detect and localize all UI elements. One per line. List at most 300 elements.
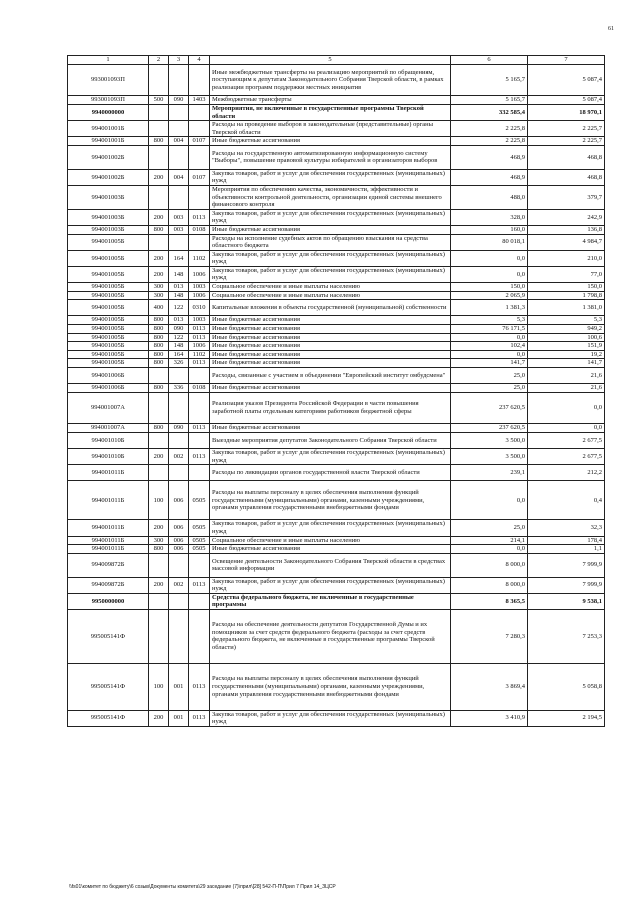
admin-code-cell: 006: [169, 520, 189, 536]
column-header: 4: [189, 56, 210, 65]
section-code-cell: [189, 104, 210, 120]
planned-amount-cell: 5,3: [451, 316, 528, 325]
table-row: [68, 609, 605, 663]
target-code-cell: 994009872Б: [68, 553, 149, 577]
actual-amount-cell: 21,6: [528, 384, 605, 393]
expense-type-cell: 200: [149, 520, 169, 536]
table-row: [68, 593, 605, 609]
table-row: [68, 710, 605, 726]
table-row: [68, 384, 605, 393]
planned-amount-cell: 8 365,5: [451, 593, 528, 609]
table-row: [68, 209, 605, 225]
expense-type-cell: [149, 593, 169, 609]
target-code-cell: 994001001Б: [68, 137, 149, 146]
expense-type-cell: 200: [149, 448, 169, 464]
planned-amount-cell: 3 869,4: [451, 664, 528, 711]
section-code-cell: [189, 392, 210, 423]
target-code-cell: 994001005Б: [68, 291, 149, 300]
admin-code-cell: [169, 104, 189, 120]
target-code-cell: 994001011Б: [68, 465, 149, 481]
actual-amount-cell: 0,4: [528, 481, 605, 520]
description-cell: Расходы на государственную автоматизированную информационную систему "Выборы", повышение правовой культуры избирателей и организаторов выборов: [210, 145, 451, 169]
table-row: [68, 169, 605, 185]
planned-amount-cell: 80 018,1: [451, 234, 528, 250]
section-code-cell: 1006: [189, 266, 210, 282]
planned-amount-cell: 2 065,9: [451, 291, 528, 300]
target-code-cell: 994001005Б: [68, 350, 149, 359]
target-code-cell: 994001007А: [68, 392, 149, 423]
table-row: [68, 392, 605, 423]
admin-code-cell: 001: [169, 710, 189, 726]
planned-amount-cell: 3 500,0: [451, 432, 528, 448]
budget-table: [67, 55, 605, 727]
admin-code-cell: 326: [169, 359, 189, 368]
target-code-cell: 994001005Б: [68, 333, 149, 342]
description-cell: Социальное обеспечение и иные выплаты населению: [210, 536, 451, 545]
actual-amount-cell: 7 999,9: [528, 553, 605, 577]
admin-code-cell: [169, 65, 189, 96]
actual-amount-cell: 1 381,0: [528, 300, 605, 316]
expense-type-cell: 800: [149, 225, 169, 234]
section-code-cell: 1006: [189, 342, 210, 351]
expense-type-cell: 500: [149, 96, 169, 105]
expense-type-cell: [149, 432, 169, 448]
target-code-cell: 993001093П: [68, 65, 149, 96]
admin-code-cell: 013: [169, 316, 189, 325]
table-row: [68, 368, 605, 384]
planned-amount-cell: 8 000,0: [451, 577, 528, 593]
actual-amount-cell: 210,0: [528, 250, 605, 266]
actual-amount-cell: 949,2: [528, 325, 605, 334]
description-cell: Иные бюджетные ассигнования: [210, 137, 451, 146]
section-code-cell: [189, 185, 210, 209]
section-code-cell: [189, 368, 210, 384]
description-cell: Мероприятия по обеспечению качества, экономичности, эффективности и объективности контрольной деятельности, организации единой системы внешнего финансового контроля: [210, 185, 451, 209]
section-code-cell: [189, 121, 210, 137]
target-code-cell: 994001005Б: [68, 266, 149, 282]
expense-type-cell: 800: [149, 424, 169, 433]
expense-type-cell: [149, 368, 169, 384]
expense-type-cell: 800: [149, 316, 169, 325]
planned-amount-cell: 332 585,4: [451, 104, 528, 120]
table-row: [68, 225, 605, 234]
planned-amount-cell: 160,0: [451, 225, 528, 234]
admin-code-cell: [169, 553, 189, 577]
actual-amount-cell: 2 677,5: [528, 432, 605, 448]
table-row: [68, 104, 605, 120]
actual-amount-cell: 141,7: [528, 359, 605, 368]
target-code-cell: 994001007А: [68, 424, 149, 433]
admin-code-cell: 013: [169, 283, 189, 292]
description-cell: Расходы, связанные с участием в объединении "Европейский институт омбудсмена": [210, 368, 451, 384]
description-cell: Выездные мероприятия депутатов Законодательного Собрания Тверской области: [210, 432, 451, 448]
table-row: [68, 316, 605, 325]
admin-code-cell: 336: [169, 384, 189, 393]
target-code-cell: 994001005Б: [68, 325, 149, 334]
actual-amount-cell: 77,0: [528, 266, 605, 282]
description-cell: Закупка товаров, работ и услуг для обеспечения государственных (муниципальных) нужд: [210, 577, 451, 593]
admin-code-cell: [169, 593, 189, 609]
admin-code-cell: 164: [169, 350, 189, 359]
description-cell: Иные бюджетные ассигнования: [210, 350, 451, 359]
table-row: [68, 234, 605, 250]
expense-type-cell: 100: [149, 481, 169, 520]
admin-code-cell: 164: [169, 250, 189, 266]
actual-amount-cell: 136,8: [528, 225, 605, 234]
actual-amount-cell: 212,2: [528, 465, 605, 481]
planned-amount-cell: 0,0: [451, 350, 528, 359]
planned-amount-cell: 7 280,3: [451, 609, 528, 663]
file-path-footer: \\fs01\комитет по бюджету\6 созыв\Документы комитета\29 заседание (7)\прил\[28] 542-П-П\Прил 7 Прил 14_ЗЦСР: [69, 884, 336, 890]
target-code-cell: 994001011Б: [68, 520, 149, 536]
expense-type-cell: 800: [149, 384, 169, 393]
table-row: [68, 664, 605, 711]
actual-amount-cell: 468,8: [528, 169, 605, 185]
actual-amount-cell: 100,6: [528, 333, 605, 342]
admin-code-cell: 006: [169, 481, 189, 520]
actual-amount-cell: 5 087,4: [528, 96, 605, 105]
planned-amount-cell: 3 500,0: [451, 448, 528, 464]
description-cell: Иные межбюджетные трансферты на реализацию мероприятий по обращениям, поступающим к депутатам Законодательного Собрания Тверской области, в рамках реализации программ поддержки местных инициатив: [210, 65, 451, 96]
expense-type-cell: 200: [149, 209, 169, 225]
admin-code-cell: 004: [169, 169, 189, 185]
actual-amount-cell: 1 798,8: [528, 291, 605, 300]
column-header: 1: [68, 56, 149, 65]
expense-type-cell: 200: [149, 266, 169, 282]
admin-code-cell: 003: [169, 225, 189, 234]
table-row: [68, 350, 605, 359]
expense-type-cell: 800: [149, 137, 169, 146]
expense-type-cell: [149, 145, 169, 169]
admin-code-cell: 122: [169, 300, 189, 316]
actual-amount-cell: 32,3: [528, 520, 605, 536]
planned-amount-cell: 214,1: [451, 536, 528, 545]
target-code-cell: 994009872Б: [68, 577, 149, 593]
table-row: [68, 465, 605, 481]
actual-amount-cell: 2 194,5: [528, 710, 605, 726]
section-code-cell: 0113: [189, 710, 210, 726]
section-code-cell: 0505: [189, 536, 210, 545]
admin-code-cell: [169, 392, 189, 423]
description-cell: Межбюджетные трансферты: [210, 96, 451, 105]
section-code-cell: 0310: [189, 300, 210, 316]
description-cell: Расходы по ликвидации органов государственной власти Тверской области: [210, 465, 451, 481]
target-code-cell: 995005141Ф: [68, 664, 149, 711]
section-code-cell: 0505: [189, 481, 210, 520]
admin-code-cell: [169, 432, 189, 448]
section-code-cell: 0113: [189, 448, 210, 464]
section-code-cell: 1006: [189, 291, 210, 300]
actual-amount-cell: 5,3: [528, 316, 605, 325]
section-code-cell: [189, 145, 210, 169]
table-row: [68, 96, 605, 105]
table-row: [68, 342, 605, 351]
column-header: 5: [210, 56, 451, 65]
section-code-cell: 0107: [189, 137, 210, 146]
column-header: 2: [149, 56, 169, 65]
planned-amount-cell: 468,9: [451, 169, 528, 185]
section-code-cell: 0108: [189, 225, 210, 234]
section-code-cell: 0113: [189, 333, 210, 342]
admin-code-cell: 148: [169, 342, 189, 351]
table-row: [68, 577, 605, 593]
target-code-cell: 994001003Б: [68, 225, 149, 234]
section-code-cell: 0108: [189, 384, 210, 393]
planned-amount-cell: 2 225,8: [451, 137, 528, 146]
expense-type-cell: 100: [149, 664, 169, 711]
planned-amount-cell: 468,9: [451, 145, 528, 169]
admin-code-cell: 002: [169, 448, 189, 464]
admin-code-cell: 002: [169, 577, 189, 593]
description-cell: Иные бюджетные ассигнования: [210, 359, 451, 368]
expense-type-cell: 800: [149, 342, 169, 351]
actual-amount-cell: 0,0: [528, 392, 605, 423]
description-cell: Мероприятия, не включенные в государственные программы Тверской области: [210, 104, 451, 120]
target-code-cell: 994001005Б: [68, 250, 149, 266]
section-code-cell: 0113: [189, 424, 210, 433]
planned-amount-cell: 328,0: [451, 209, 528, 225]
column-header: 7: [528, 56, 605, 65]
actual-amount-cell: 4 984,7: [528, 234, 605, 250]
description-cell: Иные бюджетные ассигнования: [210, 424, 451, 433]
admin-code-cell: [169, 465, 189, 481]
section-code-cell: [189, 65, 210, 96]
planned-amount-cell: 0,0: [451, 333, 528, 342]
expense-type-cell: 800: [149, 350, 169, 359]
table-row: [68, 291, 605, 300]
expense-type-cell: [149, 392, 169, 423]
expense-type-cell: 800: [149, 359, 169, 368]
section-code-cell: 0113: [189, 359, 210, 368]
target-code-cell: 994001010Б: [68, 432, 149, 448]
target-code-cell: 994001005Б: [68, 234, 149, 250]
planned-amount-cell: 239,1: [451, 465, 528, 481]
description-cell: Расходы на обеспечение деятельности депутатов Государственной Думы и их помощников за счет средств федерального бюджета (расходы за счет средств федерального бюджета, не включенные в государственные программы Тверской области): [210, 609, 451, 663]
target-code-cell: 9940000000: [68, 104, 149, 120]
actual-amount-cell: 7 253,3: [528, 609, 605, 663]
description-cell: Расходы на выплаты персоналу в целях обеспечения выполнения функций государственными (муниципальными) органами, казенными учреждениями, органами управления государственными внебюджетными фондами: [210, 481, 451, 520]
target-code-cell: 994001002Б: [68, 145, 149, 169]
section-code-cell: [189, 465, 210, 481]
description-cell: Закупка товаров, работ и услуг для обеспечения государственных (муниципальных) нужд: [210, 250, 451, 266]
expense-type-cell: 400: [149, 300, 169, 316]
planned-amount-cell: 0,0: [451, 481, 528, 520]
table-row: [68, 553, 605, 577]
actual-amount-cell: 2 225,7: [528, 137, 605, 146]
planned-amount-cell: 141,7: [451, 359, 528, 368]
admin-code-cell: 148: [169, 266, 189, 282]
planned-amount-cell: 25,0: [451, 368, 528, 384]
table-row: [68, 145, 605, 169]
planned-amount-cell: 5 165,7: [451, 96, 528, 105]
target-code-cell: 994001003Б: [68, 185, 149, 209]
planned-amount-cell: 0,0: [451, 266, 528, 282]
description-cell: Расходы на выплаты персоналу в целях обеспечения выполнения функций государственными (муниципальными) органами, казенными учреждениями, органами управления государственными внебюджетными фондами: [210, 664, 451, 711]
planned-amount-cell: 25,0: [451, 384, 528, 393]
planned-amount-cell: 0,0: [451, 250, 528, 266]
table-row: [68, 536, 605, 545]
planned-amount-cell: 76 171,5: [451, 325, 528, 334]
column-header: 3: [169, 56, 189, 65]
section-code-cell: 1403: [189, 96, 210, 105]
description-cell: Закупка товаров, работ и услуг для обеспечения государственных (муниципальных) нужд: [210, 169, 451, 185]
description-cell: Реализация указов Президента Российской Федерации в части повышения заработной платы отдельным категориям работников бюджетной сферы: [210, 392, 451, 423]
planned-amount-cell: 488,0: [451, 185, 528, 209]
expense-type-cell: 200: [149, 169, 169, 185]
admin-code-cell: [169, 121, 189, 137]
section-code-cell: 1003: [189, 283, 210, 292]
description-cell: Закупка товаров, работ и услуг для обеспечения государственных (муниципальных) нужд: [210, 448, 451, 464]
section-code-cell: 0505: [189, 520, 210, 536]
expense-type-cell: 800: [149, 333, 169, 342]
expense-type-cell: [149, 465, 169, 481]
description-cell: Иные бюджетные ассигнования: [210, 325, 451, 334]
description-cell: Расходы на проведение выборов в законодательные (представительные) органы Тверской области: [210, 121, 451, 137]
target-code-cell: 994001005Б: [68, 283, 149, 292]
actual-amount-cell: 19,2: [528, 350, 605, 359]
table-row: [68, 448, 605, 464]
section-code-cell: [189, 593, 210, 609]
admin-code-cell: 122: [169, 333, 189, 342]
actual-amount-cell: 2 677,5: [528, 448, 605, 464]
admin-code-cell: 006: [169, 536, 189, 545]
column-header: 6: [451, 56, 528, 65]
section-code-cell: 1102: [189, 250, 210, 266]
actual-amount-cell: 379,7: [528, 185, 605, 209]
description-cell: Освещение деятельности Законодательного Собрания Тверской области в средствах массовой информации: [210, 553, 451, 577]
page-number: 61: [608, 26, 614, 32]
actual-amount-cell: 5 058,8: [528, 664, 605, 711]
expense-type-cell: 200: [149, 250, 169, 266]
section-code-cell: 1102: [189, 350, 210, 359]
planned-amount-cell: 25,0: [451, 520, 528, 536]
planned-amount-cell: 237 620,5: [451, 392, 528, 423]
actual-amount-cell: 7 999,9: [528, 577, 605, 593]
target-code-cell: 994001005Б: [68, 300, 149, 316]
target-code-cell: 994001011Б: [68, 536, 149, 545]
expense-type-cell: [149, 104, 169, 120]
admin-code-cell: 006: [169, 545, 189, 554]
actual-amount-cell: 242,9: [528, 209, 605, 225]
admin-code-cell: 090: [169, 325, 189, 334]
expense-type-cell: 800: [149, 325, 169, 334]
planned-amount-cell: 237 620,5: [451, 424, 528, 433]
table-row: [68, 250, 605, 266]
table-row: [68, 432, 605, 448]
table-row: [68, 185, 605, 209]
actual-amount-cell: 1,1: [528, 545, 605, 554]
expense-type-cell: [149, 65, 169, 96]
expense-type-cell: 300: [149, 283, 169, 292]
actual-amount-cell: 9 538,1: [528, 593, 605, 609]
table-row: [68, 545, 605, 554]
description-cell: Капитальные вложения в объекты государственной (муниципальной) собственности: [210, 300, 451, 316]
table-row: [68, 266, 605, 282]
section-code-cell: 0113: [189, 577, 210, 593]
expense-type-cell: [149, 121, 169, 137]
table-row: [68, 333, 605, 342]
admin-code-cell: 003: [169, 209, 189, 225]
description-cell: Закупка товаров, работ и услуг для обеспечения государственных (муниципальных) нужд: [210, 520, 451, 536]
description-cell: Социальное обеспечение и иные выплаты населению: [210, 283, 451, 292]
section-code-cell: [189, 234, 210, 250]
table-row: [68, 424, 605, 433]
actual-amount-cell: 2 225,7: [528, 121, 605, 137]
target-code-cell: 995005141Ф: [68, 710, 149, 726]
section-code-cell: [189, 609, 210, 663]
target-code-cell: 994001005Б: [68, 316, 149, 325]
actual-amount-cell: 18 970,1: [528, 104, 605, 120]
description-cell: Закупка товаров, работ и услуг для обеспечения государственных (муниципальных) нужд: [210, 266, 451, 282]
table-row: [68, 65, 605, 96]
description-cell: Иные бюджетные ассигнования: [210, 545, 451, 554]
expense-type-cell: [149, 185, 169, 209]
target-code-cell: 994001003Б: [68, 209, 149, 225]
actual-amount-cell: 21,6: [528, 368, 605, 384]
target-code-cell: 994001010Б: [68, 448, 149, 464]
admin-code-cell: [169, 185, 189, 209]
target-code-cell: 994001005Б: [68, 342, 149, 351]
expense-type-cell: 300: [149, 291, 169, 300]
expense-type-cell: 800: [149, 545, 169, 554]
admin-code-cell: [169, 368, 189, 384]
actual-amount-cell: 5 087,4: [528, 65, 605, 96]
actual-amount-cell: 151,9: [528, 342, 605, 351]
expense-type-cell: 300: [149, 536, 169, 545]
target-code-cell: 994001006Б: [68, 384, 149, 393]
target-code-cell: 994001011Б: [68, 481, 149, 520]
section-code-cell: 0113: [189, 664, 210, 711]
description-cell: Закупка товаров, работ и услуг для обеспечения государственных (муниципальных) нужд: [210, 710, 451, 726]
actual-amount-cell: 0,0: [528, 424, 605, 433]
table-row: [68, 283, 605, 292]
target-code-cell: 995005141Ф: [68, 609, 149, 663]
target-code-cell: 993001093П: [68, 96, 149, 105]
planned-amount-cell: 8 000,0: [451, 553, 528, 577]
section-code-cell: 0505: [189, 545, 210, 554]
admin-code-cell: 001: [169, 664, 189, 711]
section-code-cell: 0113: [189, 325, 210, 334]
target-code-cell: 994001002Б: [68, 169, 149, 185]
target-code-cell: 994001006Б: [68, 368, 149, 384]
actual-amount-cell: 150,0: [528, 283, 605, 292]
admin-code-cell: 090: [169, 96, 189, 105]
expense-type-cell: 200: [149, 577, 169, 593]
expense-type-cell: [149, 609, 169, 663]
admin-code-cell: [169, 145, 189, 169]
target-code-cell: 9950000000: [68, 593, 149, 609]
target-code-cell: 994001005Б: [68, 359, 149, 368]
description-cell: Средства федерального бюджета, не включенные в государственные программы: [210, 593, 451, 609]
planned-amount-cell: 5 165,7: [451, 65, 528, 96]
section-code-cell: 0113: [189, 209, 210, 225]
planned-amount-cell: 3 410,9: [451, 710, 528, 726]
section-code-cell: [189, 553, 210, 577]
expense-type-cell: [149, 234, 169, 250]
description-cell: Иные бюджетные ассигнования: [210, 384, 451, 393]
table-row: [68, 520, 605, 536]
expense-type-cell: [149, 553, 169, 577]
actual-amount-cell: 468,8: [528, 145, 605, 169]
description-cell: Иные бюджетные ассигнования: [210, 342, 451, 351]
section-code-cell: 0107: [189, 169, 210, 185]
description-cell: Иные бюджетные ассигнования: [210, 333, 451, 342]
planned-amount-cell: 2 225,8: [451, 121, 528, 137]
expense-type-cell: 200: [149, 710, 169, 726]
admin-code-cell: 090: [169, 424, 189, 433]
table-row: [68, 137, 605, 146]
admin-code-cell: 004: [169, 137, 189, 146]
